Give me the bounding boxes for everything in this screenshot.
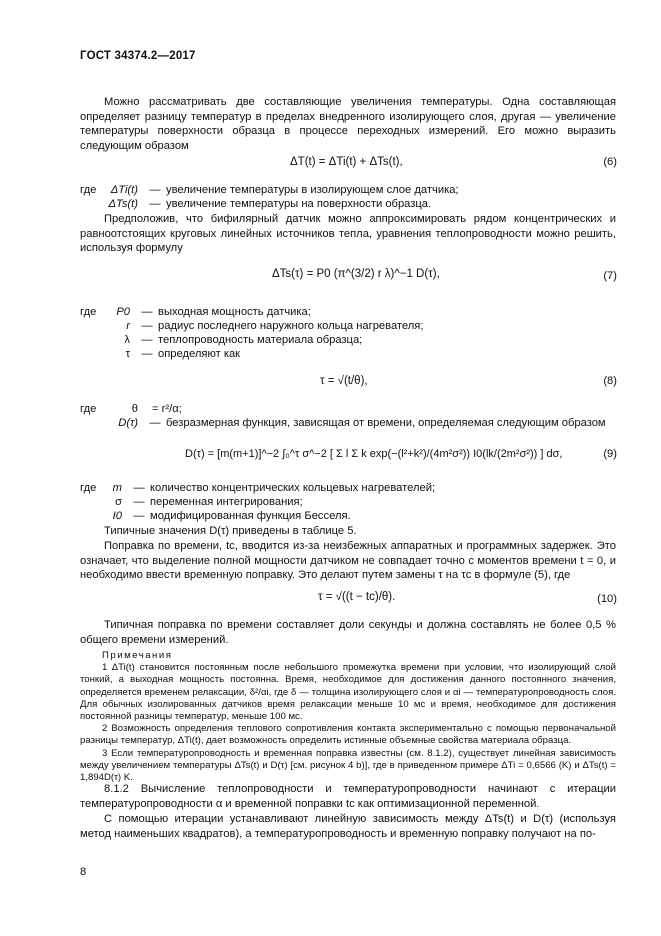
definition-symbol: D(τ)	[118, 417, 138, 429]
paragraph-3: Типичные значения D(τ) приведены в таблице 5.	[104, 525, 357, 537]
definition-text: увеличение температуры в изолирующем слое датчика;	[166, 184, 459, 196]
definition-lead	[80, 319, 108, 333]
definition-symbol: ΔTs(t)	[108, 198, 138, 210]
equation-10	[318, 591, 395, 603]
equation-9-text: D(τ) = [m(m+1)]^−2 ∫₀^τ σ^−2 [ Σ l Σ k exp(−(l²+k²)/(4m²σ²)) I0(lk/(2m²σ²)) ] dσ,	[185, 448, 563, 460]
definition-row: ΔTs(t) — увеличение температуры на поверхности образца.	[80, 197, 459, 211]
definition-symbol: λ	[124, 334, 130, 346]
definition-text: количество концентрических кольцевых нагревателей;	[150, 482, 436, 494]
page-number: 8	[80, 866, 87, 878]
definition-lead	[80, 416, 108, 430]
definition-symbol: θ	[131, 403, 138, 415]
notes-block	[80, 650, 616, 784]
note-2: 2 Возможность определения теплового сопротивления контакта экспериментально с помощью первоначальной разницы температур, ΔTi(t), дает возможность определить истинные объемные свойства материала образца.	[80, 723, 616, 747]
equation-6-number: (6)	[603, 156, 617, 168]
definition-lead	[80, 197, 108, 211]
definition-lead: где	[80, 306, 97, 318]
equation-8-number: (8)	[603, 375, 617, 387]
definition-text: модифицированная функция Бесселя.	[150, 510, 351, 522]
definition-lead	[80, 495, 108, 509]
definition-text: увеличение температуры на поверхности образца.	[166, 198, 432, 210]
definition-symbol: ΔTi(t)	[110, 184, 138, 196]
notes-title: Примечания	[102, 650, 173, 661]
definition-symbol: τ	[125, 348, 130, 360]
definition-lead	[80, 333, 108, 347]
document-header: ГОСТ 34374.2—2017	[80, 50, 196, 62]
paragraph-7: С помощью итерации устанавливают линейную зависимость между ΔTs(t) и D(τ) (используя метод наименьших квадратов), а температуропроводность и временную поправку получают на по-	[80, 813, 616, 840]
definition-lead	[80, 347, 108, 361]
definition-text: определяют как	[158, 348, 241, 360]
definition-lead: где	[80, 184, 97, 196]
note-3: 3 Если температуропроводность и временная поправка известны (см. 8.1.2), существует линейная зависимость между увеличением температуры ΔTs(t) и D(τ) [см. рисунок 4 b)], где в приведенном примере ΔTi = 0,6566 (K) и ΔTs(t) = 1,894D(τ) K.	[80, 747, 616, 784]
equation-8	[320, 375, 368, 387]
definition-text: = r²/α;	[152, 403, 182, 415]
paragraph-5: Типичная поправка по времени составляет доли секунды и должна составлять не более 0,5 % общего времени измерений.	[80, 619, 616, 646]
equation-6-text: ΔT(t) = ΔTi(t) + ΔTs(t),	[290, 156, 403, 168]
equation-8-text: τ = √(t/θ),	[320, 375, 368, 387]
definition-row: где ΔTi(t) — увеличение температуры в изолирующем слое датчика;	[80, 184, 459, 196]
equation-10-text: τ = √((t − tc)/θ).	[318, 591, 396, 603]
equation-6	[290, 156, 403, 168]
paragraph-1: Можно рассматривать две составляющие увеличения температуры. Одна составляющая определяет разницу температур в пределах внедренного изолирующего слоя, другая — увеличение температуры поверхности образца в процессе переходных измерений. Его можно выразить следующим образом	[80, 96, 616, 152]
equation-7-text: ΔTs(τ) = P0 (π^(3/2) r λ)^−1 D(τ),	[272, 268, 440, 280]
definition-symbol: m	[112, 482, 122, 494]
equation-9	[185, 448, 562, 460]
definition-text: теплопроводность материала образца;	[158, 334, 363, 346]
equation-7-number: (7)	[603, 270, 617, 282]
definitions-eq6	[80, 183, 459, 211]
definitions-eq7: где P0 — выходная мощность датчика; r — радиус последнего наружного кольца нагревателя; λ — теплопроводность материала образца; τ — определяют как	[80, 306, 424, 360]
definition-symbol: I0	[112, 510, 122, 522]
definition-symbol: r	[126, 320, 130, 332]
definition-lead	[80, 509, 108, 523]
note-1: 1 ΔTi(t) становится постоянным после небольшого промежутка времени при условии, что изолирующий слой тонкий, а выходная мощность постоянна. Время, необходимое для достижения данного постоянного значения, определяется временем релаксации, δ²/αi, где δ — толщина изолирующего слоя и αi — температуропроводность слоя. Для обычных изолированных датчиков время релаксации меньше 10 мс и время, необходимое для достижения постоянной разницы температур, меньше 100 мс.	[80, 662, 616, 723]
equation-7	[272, 268, 440, 280]
definition-symbol: σ	[115, 496, 122, 508]
definition-text: безразмерная функция, зависящая от времени, определяемая следующим образом	[166, 417, 606, 429]
paragraph-6: 8.1.2 Вычисление теплопроводности и температуропроводности начинают с итерации температуропроводности α и временной поправки tc как оптимизационной переменной.	[80, 783, 616, 810]
definition-text: выходная мощность датчика;	[158, 306, 311, 318]
paragraph-4: Поправка по времени, tc, вводится из-за неизбежных аппаратных и программных задержек. Это означает, что выделение полной мощности датчиком не совпадает точно с моментов времени t = 0, и необходимо ввести временную поправку. Это делают путем замены τ на τc в формуле (5), где	[80, 540, 616, 582]
definition-symbol: P0	[116, 306, 130, 318]
equation-9-number: (9)	[603, 448, 617, 460]
definition-lead: где	[80, 482, 97, 494]
definitions-eq9: где m — количество концентрических кольцевых нагревателей; σ — переменная интегрирования; I0 — модифицированная функция Бесселя.	[80, 482, 436, 522]
definition-lead: где	[80, 403, 97, 415]
equation-10-number: (10)	[597, 593, 617, 605]
definition-text: радиус последнего наружного кольца нагревателя;	[158, 320, 424, 332]
definitions-eq8: где θ = r²/α; D(τ) — безразмерная функция, зависящая от времени, определяемая следующим образом	[80, 403, 606, 429]
definition-text: переменная интегрирования;	[150, 496, 303, 508]
paragraph-2: Предположив, что бифилярный датчик можно аппроксимировать рядом концентрических и равноотстоящих круговых линейных источников тепла, уравнения теплопроводности можно решить, используя формулу	[80, 213, 616, 255]
